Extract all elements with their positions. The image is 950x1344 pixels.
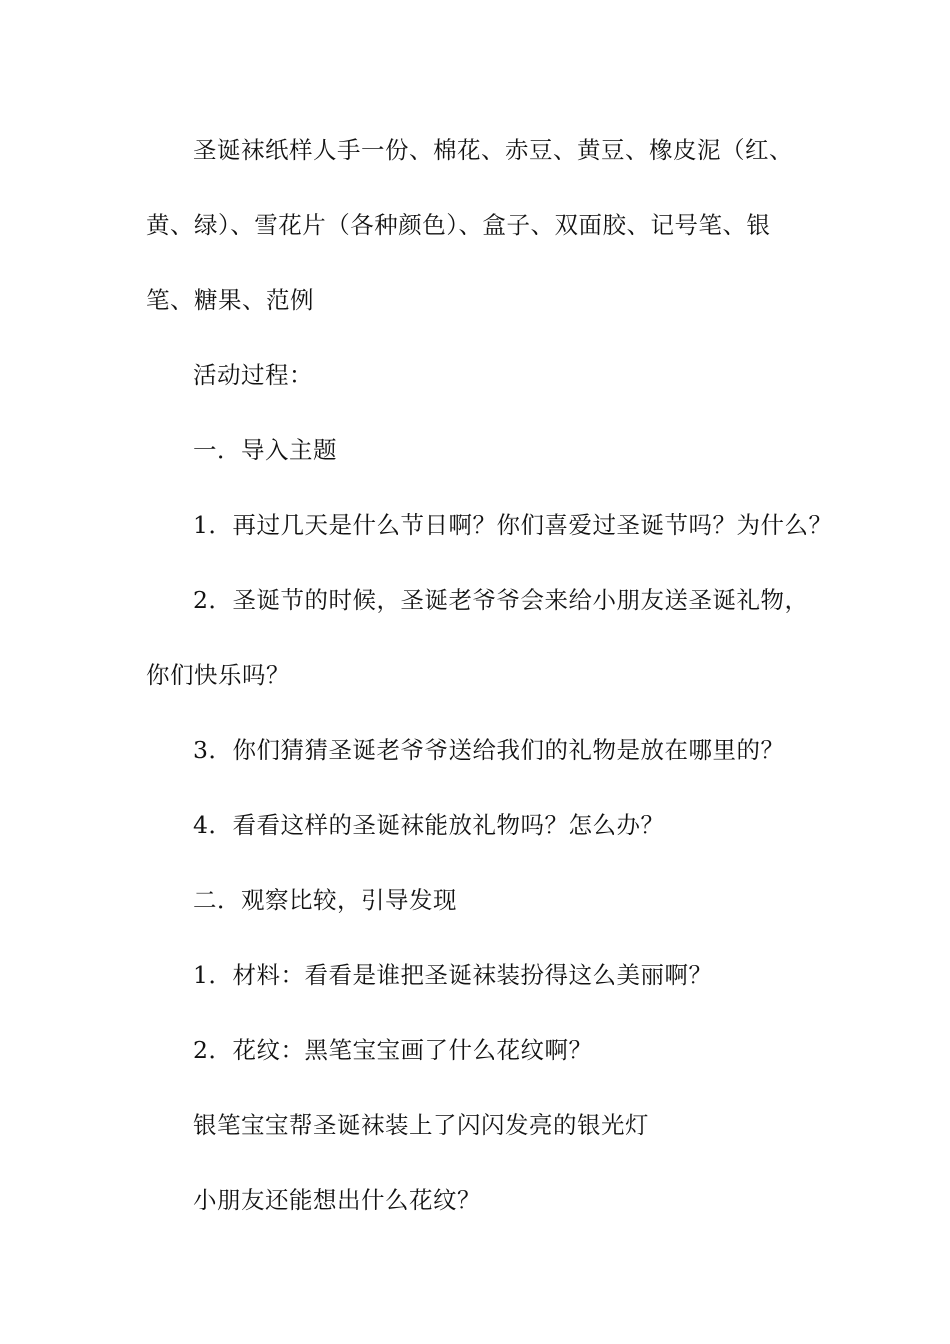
question-1: 1．再过几天是什么节日啊？你们喜爱过圣诞节吗？为什么？ [193,511,833,539]
observation-2: 2．花纹：黑笔宝宝画了什么花纹啊？ [193,1036,593,1064]
question-3: 3．你们猜猜圣诞老爷爷送给我们的礼物是放在哪里的？ [193,736,785,764]
question-2-line-2: 你们快乐吗？ [146,661,290,689]
section-one-heading: 一．导入主题 [193,436,337,464]
pattern-question-line: 小朋友还能想出什么花纹？ [193,1186,481,1214]
section-two-heading: 二．观察比较，引导发现 [193,886,457,914]
observation-1: 1．材料：看看是谁把圣诞袜装扮得这么美丽啊？ [193,961,713,989]
materials-line-1: 圣诞袜纸样人手一份、棉花、赤豆、黄豆、橡皮泥（红、 [193,136,793,164]
activity-process-heading: 活动过程： [193,361,313,389]
question-4: 4．看看这样的圣诞袜能放礼物吗？怎么办？ [193,811,665,839]
silver-pen-line: 银笔宝宝帮圣诞袜装上了闪闪发亮的银光灯 [193,1111,649,1139]
materials-line-2: 黄、绿）、雪花片（各种颜色）、盒子、双面胶、记号笔、银 [146,211,771,239]
materials-line-3: 笔、糖果、范例 [146,286,314,314]
question-2-line-1: 2．圣诞节的时候，圣诞老爷爷会来给小朋友送圣诞礼物， [193,586,809,614]
